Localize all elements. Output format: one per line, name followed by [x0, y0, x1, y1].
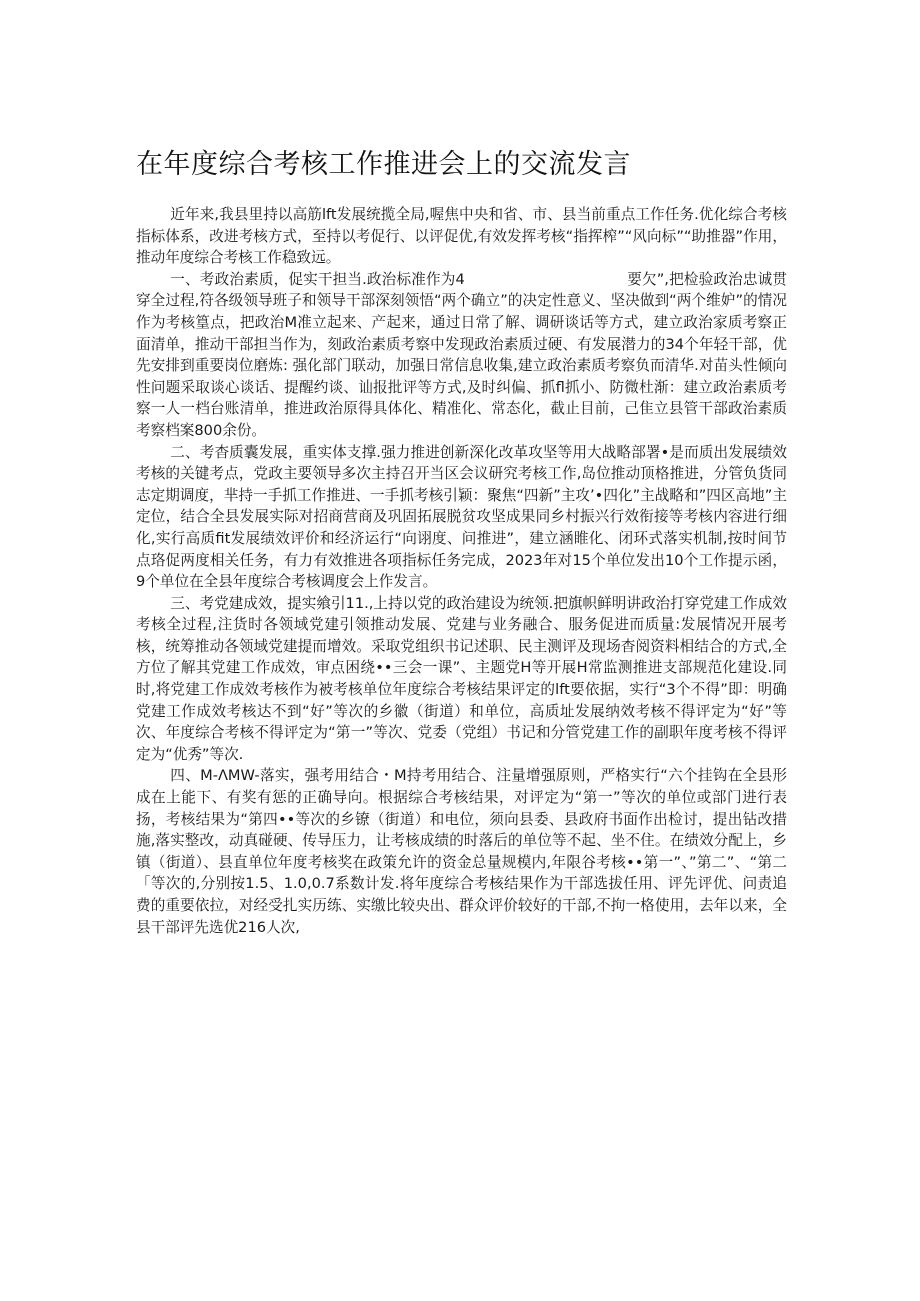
section-3-paragraph: 三、考党建成效，提实飨引11.,上持以党的政治建设为统领.把旗帜鲜明讲政治打穿党建工作成效考核全过程,注货时各领域党建引领推动发展、党建与业务融合、服务促进而质量:发展情况开展考核，统筹推动各领域党建提而增效。采取党组织书记述职、民主测评及现场杳阅资料相结合的方式,全方位了解其党建工作成效，审点困绕••三会一课”、主题党H等开展H常监测推进支部规范化建设.同时,将党建工作成效考核作为被考核单位年度综合考核结果评定的lft要依据，实行“3个不得”即：明确党建工作成效考核达不到“好”等次的乡徽（街道）和单位，高质址发展纳效考核不得评定为“好”等次、年度综合考核不得评定为“第一”等次、党委（党组）书记和分管党建工作的副职年度考核不得评定为“优秀”等次.: [136, 594, 787, 763]
section-4-paragraph: 四、M-ΛMW-落实，强考用结合・M持考用结合、注量增强原则，严格实行“六个挂钩在全县形成在上能下、有奖有惩的正确导向。根据综合考核结果，对评定为“第一”等次的单位或部门进行表扬，考核结果为“第四••等次的乡镣（街道）和电位，须向县委、县政府书面作出检讨，提出钻改措施,落实整改，动真碰硬、传导压力，让考核成绩的时落后的单位等不起、坐不住。在绩效分配上，乡镇（街道）、县直单位年度考核奖在政策允许的资金总量规模内,年限谷考核••第一”、”第二”、“第二「等次的,分别按1.5、1.0,0.7系数计发.将年度综合考核结果作为干部选拔任用、评先评优、问责追费的重要依拉，对经受扎实历练、实缴比较央出、群众评价较好的干部,不拘一格使用，去年以来，全县干部评先选优216人次,: [136, 767, 787, 936]
section-2-paragraph: 二、考杳质囊发展，重实体支撑.强力推进创新深化改革攻坚等用大战略部署•是而质出发展绩效考核的关键考点，党政主要领导多次主持召开当区会议研究考核工作,岛位推动顶格推进，分管负货同志定期调度，芈持一手抓工作推进、一手抓考核引颖：聚焦“四新”主攻’•四化”主战略和”四区高地”主定位，结合全县发展实际对招商营商及巩固拓展脱贫攻坚成果同乡村振兴行效衔接等考核内容进行细化,实行高质fit发展绩效评价和经济运行“向诩度、问推进”，建立涵睢化、闭环式落实机制,按时间节点珞促两度相关任务，有力有效推进各项指标任务完成，2023年对15个单位发出10个工作提示函，9个单位在全县年度综合考核调度会上作发言。: [136, 443, 787, 591]
section-1-paragraph: 一、考政治素质，促实干担当.政治标准作为4 要欠”,把检验政治忠诚贯穿全过程,符各级领导班子和领导干部深刻领悟“两个确立”的决定性意义、坚决做到“两个维妒”的情况作为考核篁点，把政治M准立起来、产起来，通过日常了解、调研谈话等方式，建立政治家质考察正面清单，推动干部担当作为，刻政治素质考察中发现政治素质过硬、有发展潜力的34个年轻干部，优先安排到重要岗位磨炼: 强化部门联动，加强日常信息收集,建立政治素质考察负而清华.对苗头性倾向性问题采取谈心谈话、提醒约谈、讪报批评等方式,及时纠偏、抓fl抓小、防微杜渐：建立政治素质考察一人一档台账清单，推进政治原得具体化、精准化、常态化，截止目前，己隹立县管干部政治素质考察档案800余份。: [136, 270, 787, 439]
document-title: 在年度综合考核工作推进会上的交流发言: [136, 149, 631, 180]
intro-paragraph: 近年来,我县里持以高筋lft发展统揽全局,喔焦中央和省、市、县当前重点工作任务.优化综合考核指标体系，改进考核方式，至持以考促行、以评促优,有效发挥考核“指挥榨”“风向标”“助推器”作用，推动年度综合考核工作稳致远。: [136, 206, 787, 267]
document-body: [136, 204, 787, 938]
